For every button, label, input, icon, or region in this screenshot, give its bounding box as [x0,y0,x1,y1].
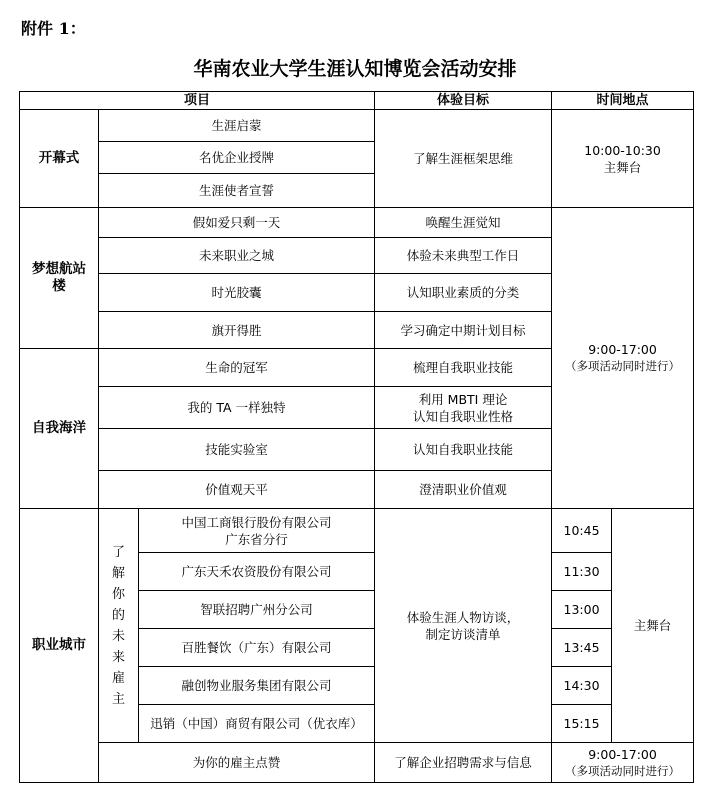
section-self: 自我海洋 [20,349,99,509]
career-place: 主舞台 [612,509,694,743]
activity-item: 假如爱只剩一天 [99,208,375,238]
activity-goal: 认知职业素质的分类 [375,274,552,312]
time-text: 10:00-10:30 [584,142,661,158]
section-career: 职业城市 [20,509,99,783]
time-place-cell [552,743,694,783]
header-time-place: 时间地点 [552,92,694,110]
activity-item: 未来职业之城 [99,238,375,274]
activity-goal: 澄清职业价值观 [375,471,552,509]
table-row [20,110,694,142]
company-name: 百胜餐饮（广东）有限公司 [139,629,375,667]
company-name: 中国工商银行股份有限公司 广东省分行 [139,509,375,553]
section-opening: 开幕式 [20,110,99,208]
schedule-table [19,91,694,783]
activity-goal: 梳理自我职业技能 [375,349,552,387]
time-text: 9:00-17:00 [588,746,657,762]
activity-item: 生涯启蒙 [99,110,375,142]
activity-item: 旗开得胜 [99,312,375,349]
time-note: （多项活动同时进行） [565,763,681,778]
header-project: 项目 [20,92,375,110]
activity-item: 技能实验室 [99,429,375,471]
activity-item: 名优企业授牌 [99,142,375,174]
activity-item: 生命的冠军 [99,349,375,387]
activity-item: 我的 TA 一样独特 [99,387,375,429]
time-note: （多项活动同时进行） [565,359,681,373]
activity-item: 价值观天平 [99,471,375,509]
activity-goal: 学习确定中期计划目标 [375,312,552,349]
company-name: 智联招聘广州分公司 [139,591,375,629]
company-time: 13:45 [552,629,612,667]
activity-item: 时光胶囊 [99,274,375,312]
company-time: 15:15 [552,705,612,743]
activity-goal: 认知自我职业技能 [375,429,552,471]
section-dream: 梦想航站 楼 [20,208,99,349]
table-row [20,743,694,783]
activity-item: 生涯使者宣誓 [99,174,375,208]
time-place-cell [552,208,694,509]
career-goal: 体验生涯人物访谈， 制定访谈清单 [375,509,552,743]
activity-goal: 了解生涯框架思维 [375,110,552,208]
table-header-row [20,92,694,110]
table-row [20,509,694,553]
company-time: 10:45 [552,509,612,553]
activity-goal: 唤醒生涯觉知 [375,208,552,238]
activity-goal: 体验未来典型工作日 [375,238,552,274]
page-title: 华南农业大学生涯认知博览会活动安排 [193,58,517,80]
activity-goal: 了解企业招聘需求与信息 [375,743,552,783]
company-name: 广东天禾农资股份有限公司 [139,553,375,591]
place-text: 主舞台 [603,159,642,175]
time-text: 9:00-17:00 [588,342,657,357]
company-name: 迅销（中国）商贸有限公司（优衣库） [139,705,375,743]
company-name: 融创物业服务集团有限公司 [139,667,375,705]
company-time: 13:00 [552,591,612,629]
header-goal: 体验目标 [375,92,552,110]
attachment-label: 附件 1： [21,19,86,38]
career-sub-label: 了 解 你 的 未 来 雇 主 [99,509,139,743]
activity-item: 为你的雇主点赞 [99,743,375,783]
company-time: 11:30 [552,553,612,591]
activity-goal: 利用 MBTI 理论 认知自我职业性格 [375,387,552,429]
table-row [20,208,694,238]
company-time: 14:30 [552,667,612,705]
time-place-cell [552,110,694,208]
